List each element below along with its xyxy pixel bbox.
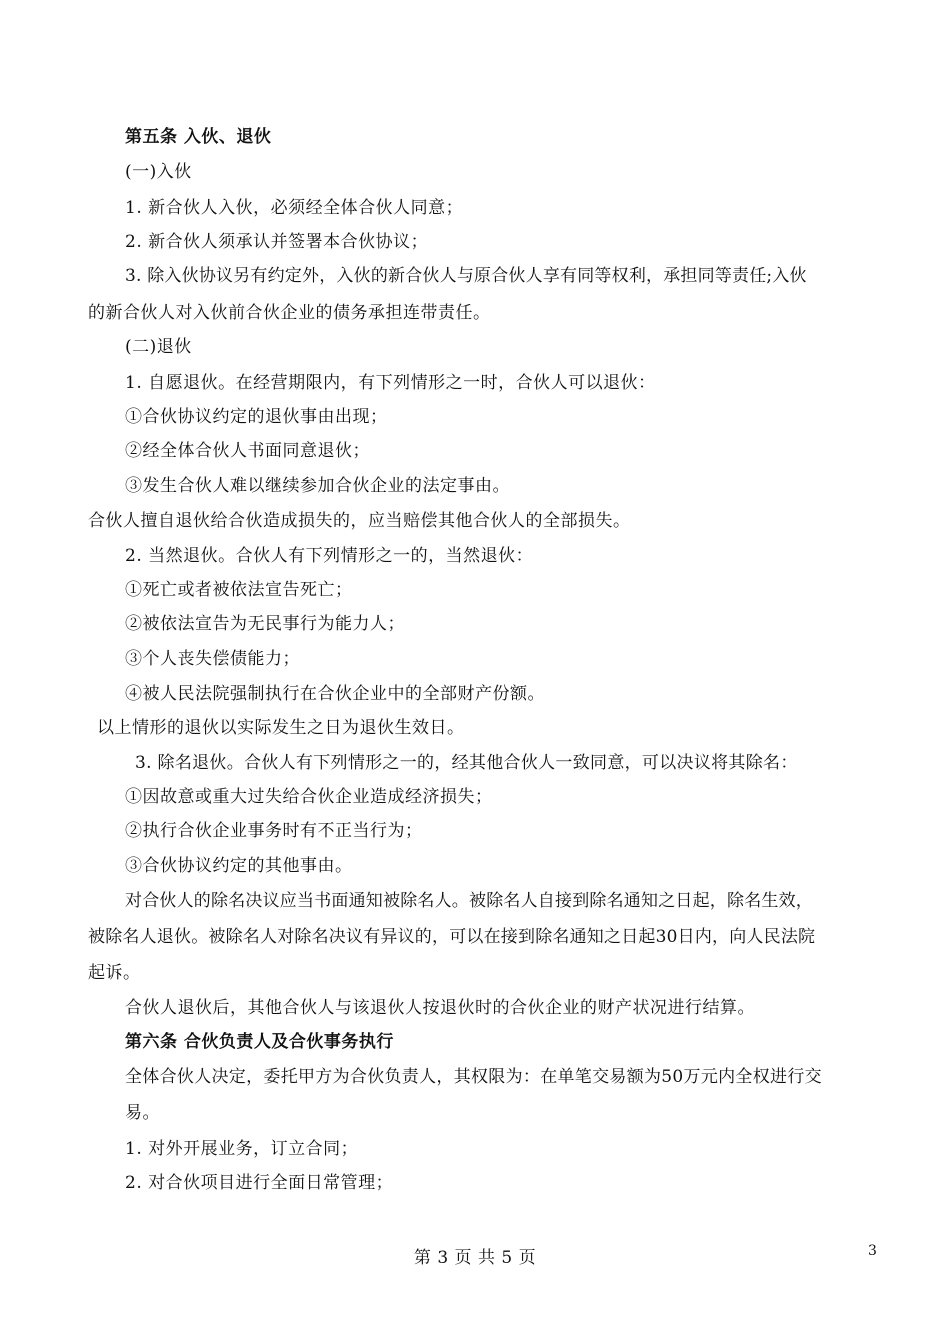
settlement-line: 合伙人退伙后，其他合伙人与该退伙人按退伙时的合伙企业的财产状况进行结算。 <box>125 998 755 1018</box>
voluntary-item-3: ③发生合伙人难以继续参加合伙企业的法定事由。 <box>125 476 510 496</box>
expulsion-notice-line-2: 被除名人退伙。被除名人对除名决议有异议的，可以在接到除名通知之日起30日内，向人民法院 <box>88 927 816 947</box>
automatic-item-3: ③个人丧失偿债能力； <box>125 649 300 669</box>
voluntary-note: 合伙人擅自退伙给合伙造成损失的，应当赔偿其他合伙人的全部损失。 <box>88 511 631 531</box>
join-item-3-cont: 的新合伙人对入伙前合伙企业的债务承担连带责任。 <box>88 303 491 323</box>
join-item-2: 2. 新合伙人须承认并签署本合伙协议； <box>125 232 429 252</box>
article-6-line-1: 全体合伙人决定，委托甲方为合伙负责人，其权限为：在单笔交易额为50万元内全权进行交 <box>125 1067 822 1087</box>
join-heading: (一)入伙 <box>125 162 192 182</box>
automatic-item-2: ②被依法宣告为无民事行为能力人； <box>125 614 405 634</box>
expulsion-notice-line-3: 起诉。 <box>88 963 141 983</box>
expulsion-item-2: ②执行合伙企业事务时有不正当行为； <box>125 821 423 841</box>
article-6-item-2: 2. 对合伙项目进行全面日常管理； <box>125 1173 394 1193</box>
automatic-note: 以上情形的退伙以实际发生之日为退伙生效日。 <box>97 718 465 738</box>
article-6-item-1: 1. 对外开展业务，订立合同； <box>125 1139 359 1159</box>
voluntary-item-2: ②经全体合伙人书面同意退伙； <box>125 441 370 461</box>
page-footer: 第 3 页 共 5 页 <box>413 1248 537 1268</box>
automatic-title: 2. 当然退伙。合伙人有下列情形之一的，当然退伙： <box>125 546 534 566</box>
article-5-title: 第五条 入伙、退伙 <box>125 127 272 147</box>
expulsion-notice-line-1: 对合伙人的除名决议应当书面通知被除名人。被除名人自接到除名通知之日起，除名生效， <box>125 891 813 911</box>
automatic-item-1: ①死亡或者被依法宣告死亡； <box>125 580 353 600</box>
page-number: 3 <box>868 1243 877 1259</box>
voluntary-item-1: ①合伙协议约定的退伙事由出现； <box>125 407 388 427</box>
expulsion-title: 3. 除名退伙。合伙人有下列情形之一的，经其他合伙人一致同意，可以决议将其除名： <box>135 753 798 773</box>
article-6-title: 第六条 合伙负责人及合伙事务执行 <box>125 1032 394 1052</box>
automatic-item-4: ④被人民法院强制执行在合伙企业中的全部财产份额。 <box>125 684 545 704</box>
article-6-line-2: 易。 <box>125 1103 160 1123</box>
join-item-3: 3. 除入伙协议另有约定外，入伙的新合伙人与原合伙人享有同等权利，承担同等责任;入伙 <box>125 266 807 286</box>
voluntary-title: 1. 自愿退伙。在经营期限内，有下列情形之一时，合伙人可以退伙： <box>125 373 656 393</box>
expulsion-item-3: ③合伙协议约定的其他事由。 <box>125 856 353 876</box>
expulsion-item-1: ①因故意或重大过失给合伙企业造成经济损失； <box>125 787 493 807</box>
join-item-1: 1. 新合伙人入伙，必须经全体合伙人同意； <box>125 198 464 218</box>
withdraw-heading: (二)退伙 <box>125 337 192 357</box>
